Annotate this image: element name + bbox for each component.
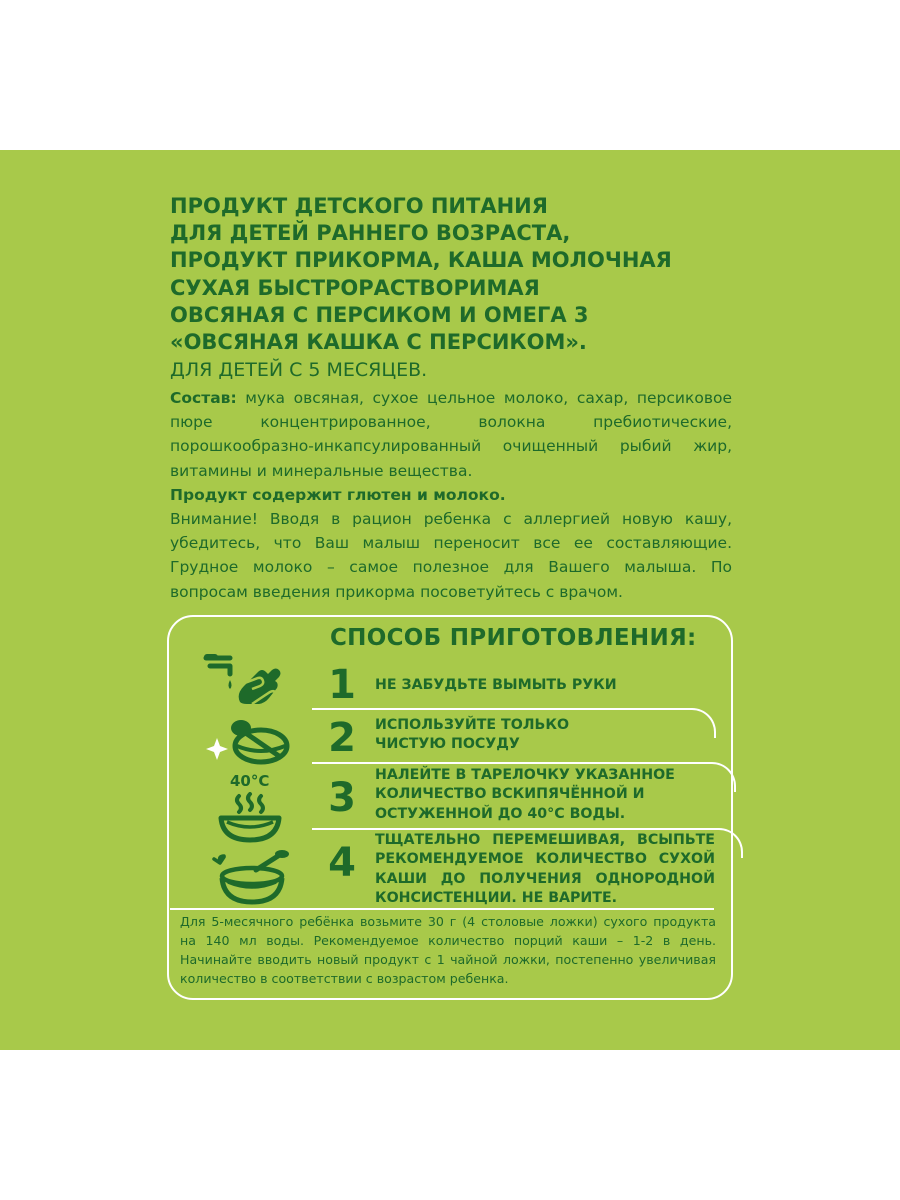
composition-text: мука овсяная, сухое цельное молоко, сахар, персиковое пюре концентрированное, волокна пребиотические, порошкообразно-инкапсулированный очищенный рыбий жир, витамины и минеральные вещества.	[170, 389, 732, 480]
title-line: ДЛЯ ДЕТЕЙ РАННЕГО ВОЗРАСТА,	[170, 221, 571, 246]
step-number: 2	[328, 715, 356, 761]
clean-dishes-icon	[203, 712, 293, 770]
step-divider	[312, 762, 710, 764]
step-number: 4	[328, 840, 356, 886]
title-line: ПРОДУКТ ПРИКОРМА, КАША МОЛОЧНАЯ	[170, 248, 672, 273]
wash-hands-icon	[200, 652, 290, 710]
preparation-title: СПОСОБ ПРИГОТОВЛЕНИЯ:	[330, 625, 697, 651]
note-divider	[170, 908, 714, 910]
serving-note: Для 5-месячного ребёнка возьмите 30 г (4 столовые ложки) сухого продукта на 140 мл воды. Рекомендуемое количество порций каши – 1-2 в день. Начинайте вводить новый продукт с 1 чайной ложки, постепенно увеличивая количество в соответствии с возрастом ребенка.	[180, 914, 716, 986]
title-line: «ОВСЯНАЯ КАШКА С ПЕРСИКОМ».	[170, 330, 587, 355]
step-number: 3	[328, 775, 356, 821]
allergen-text: Продукт содержит глютен и молоко.	[170, 485, 506, 504]
step-text: НЕ ЗАБУДЬТЕ ВЫМЫТЬ РУКИ	[375, 677, 617, 693]
step-text: ТЩАТЕЛЬНО ПЕРЕМЕШИВАЯ, ВСЫПЬТЕ РЕКОМЕНДУЕМОЕ КОЛИЧЕСТВО СУХОЙ КАШИ ДО ПОЛУЧЕНИЯ ОДНОРОДНОЙ КОНСИСТЕНЦИИ. НЕ ВАРИТЕ.	[375, 832, 715, 907]
title-line: ПРОДУКТ ДЕТСКОГО ПИТАНИЯ	[170, 194, 548, 218]
warm-bowl-icon	[215, 792, 285, 844]
description-block	[170, 386, 732, 604]
composition-paragraph	[170, 386, 732, 483]
step-text: НАЛЕЙТЕ В ТАРЕЛОЧКУ УКАЗАННОЕ КОЛИЧЕСТВО ВСКИПЯЧЁННОЙ И ОСТУЖЕННОЙ ДО 40°С ВОДЫ.	[375, 767, 675, 822]
step-divider	[312, 828, 716, 830]
step-text: ИСПОЛЬЗУЙТЕ ТОЛЬКО ЧИСТУЮ ПОСУДУ	[375, 717, 570, 753]
stir-bowl-icon	[212, 850, 292, 906]
step-divider	[312, 708, 688, 710]
warning-text: Внимание! Вводя в рацион ребенка с аллергией новую кашу, убедитесь, что Ваш малыш переносит все ее составляющие. Грудное молоко – самое полезное для Вашего малыша. По вопросам введения прикорма посоветуйтесь с врачом.	[170, 510, 732, 601]
title-line: ОВСЯНАЯ С ПЕРСИКОМ И ОМЕГА 3	[170, 302, 589, 327]
product-title	[170, 193, 770, 356]
composition-label: Состав:	[170, 389, 237, 407]
age-text: ДЛЯ ДЕТЕЙ С 5 МЕСЯЦЕВ.	[170, 359, 428, 381]
step-number: 1	[328, 662, 356, 708]
title-line: СУХАЯ БЫСТРОРАСТВОРИМАЯ	[170, 275, 540, 300]
temperature-label: 40°C	[230, 772, 270, 790]
